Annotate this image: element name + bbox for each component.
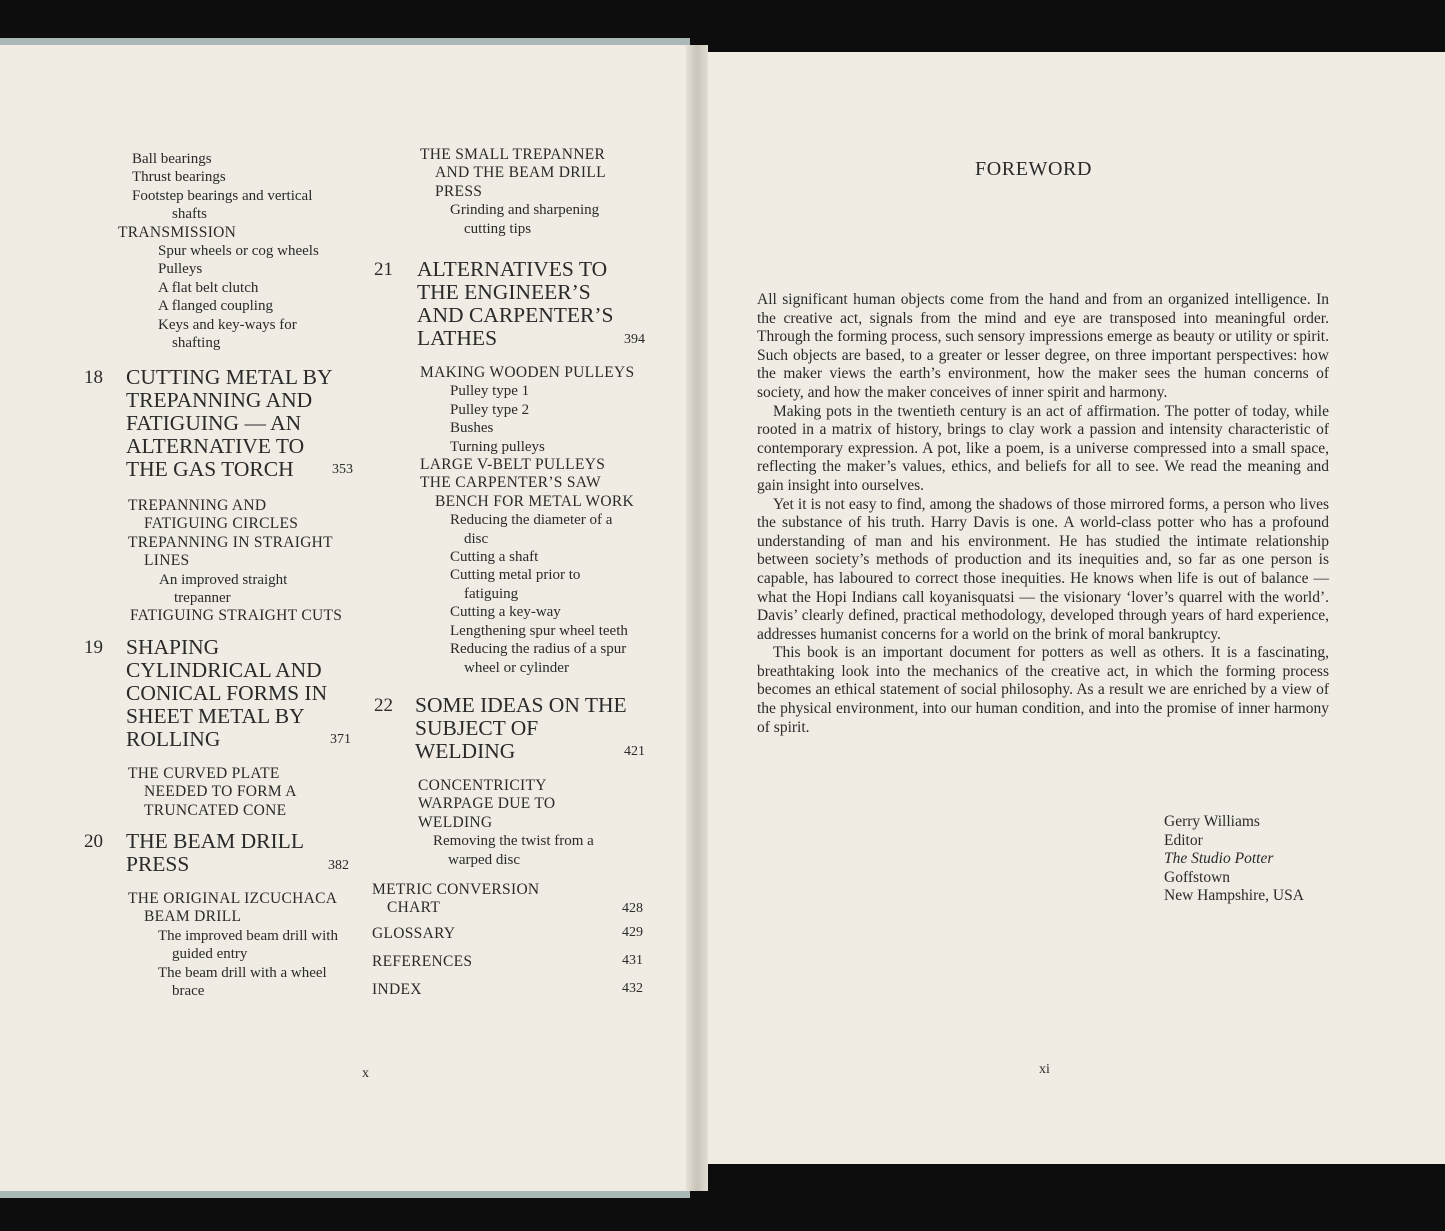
toc-item: warped disc	[448, 851, 521, 868]
toc-item: The improved beam drill with	[158, 927, 338, 944]
toc-item: Cutting a shaft	[450, 549, 539, 566]
chapter-title-line: CYLINDRICAL AND	[126, 658, 322, 682]
toc-item: GLOSSARY	[372, 925, 456, 942]
chapter-title-line: THE GAS TORCH	[126, 457, 294, 481]
chapter-title-line: TREPANNING AND	[126, 388, 313, 412]
toc-item: Bushes	[450, 420, 494, 437]
toc-item: shafts	[172, 206, 207, 223]
toc-item: FATIGUING CIRCLES	[144, 515, 299, 533]
book-gutter	[686, 45, 708, 1191]
chapter-number: 22	[374, 695, 393, 716]
toc-item: Keys and key-ways for	[158, 316, 297, 333]
chapter-title-line: FATIGUING — AN	[126, 411, 302, 435]
toc-item: The beam drill with a wheel	[158, 964, 327, 981]
toc-item: WARPAGE DUE TO	[418, 795, 556, 813]
toc-item: trepanner	[174, 590, 231, 607]
toc-item: Reducing the diameter of a	[450, 512, 613, 529]
signature-role: Editor	[1164, 831, 1203, 849]
toc-item: Pulley type 2	[450, 401, 530, 418]
chapter-title-line: ALTERNATIVE TO	[126, 434, 305, 458]
toc-item: CHART	[387, 899, 441, 917]
toc-item: LINES	[144, 552, 190, 570]
chapter-title-line: ROLLING	[126, 727, 221, 751]
toc-item: BENCH FOR METAL WORK	[435, 492, 634, 510]
paragraph: Making pots in the twentieth century is an act of affirmation. The potter of today, while rooted in a matrix of history, brings to clay work a passion and intensity characteristic of contemporary expression. A pot, like a poem, is a universe compressed into a small space, reflecting the maker’s values, ethics, and beliefs for all to see. We read the meaning and gain insight into ourselves.	[757, 402, 1329, 494]
toc-item: THE CARPENTER’S SAW	[420, 474, 601, 492]
toc-item: THE SMALL TREPANNER	[420, 146, 606, 163]
toc-item: Spur wheels or cog wheels	[158, 243, 319, 260]
page-folio-left: x	[362, 1066, 369, 1081]
toc-item: brace	[172, 983, 205, 1000]
toc-item: fatiguing	[464, 585, 519, 602]
toc-item: Pulley type 1	[450, 383, 530, 400]
toc-page-number: 431	[622, 953, 643, 968]
toc-item: Cutting metal prior to	[450, 567, 581, 584]
chapter-title-line: WELDING	[415, 739, 516, 763]
toc-item: BEAM DRILL	[144, 908, 242, 926]
toc-item: TREPANNING IN STRAIGHT	[128, 533, 333, 551]
toc-item: Removing the twist from a	[433, 833, 594, 850]
chapter-page-number: 394	[624, 332, 645, 347]
chapter-title-line: ALTERNATIVES TO	[417, 257, 608, 281]
signature-block	[1164, 813, 1304, 906]
toc-page-number: 428	[622, 901, 643, 916]
chapter-page-number: 353	[332, 462, 353, 477]
toc-page-number: 429	[622, 925, 643, 940]
toc-item: FATIGUING STRAIGHT CUTS	[130, 607, 343, 625]
toc-item: shafting	[172, 335, 221, 352]
chapter-page-number: 382	[328, 858, 349, 873]
toc-item: A flat belt clutch	[158, 279, 259, 296]
toc-item: INDEX	[372, 981, 422, 998]
toc-item: TREPANNING AND	[128, 497, 267, 514]
paragraph: Yet it is not easy to find, among the shadows of those mirrored forms, a person who lives the substance of his truth. Harry Davis is one. A world-class potter who has a profound understanding of man and his environment. He has studied the intimate relationship between society’s methods of production and its inequities and, so far as one person is capable, has laboured to correct those inequities. He knows when life is out of balance — what the Hopi Indians call koyanisquatsi — the visionary ‘lover’s quarrel with the world’. Davis’ clearly defined, practical methodology, developed through years of hard experience, addresses humanist concerns for a world on the brink of moral bankruptcy.	[757, 495, 1329, 643]
chapter-number: 20	[84, 831, 103, 852]
toc-item: Thrust bearings	[132, 169, 226, 186]
toc-column-1	[88, 150, 363, 352]
toc-chapter-20	[84, 830, 374, 1000]
signature-town: Goffstown	[1164, 868, 1231, 886]
toc-chapter-22	[374, 694, 664, 869]
page-title: FOREWORD	[975, 158, 1093, 180]
toc-item: THE ORIGINAL IZCUCHACA	[128, 890, 338, 907]
chapter-title-line: SOME IDEAS ON THE	[415, 693, 627, 717]
toc-item: disc	[464, 530, 489, 547]
chapter-title-line: SHEET METAL BY	[126, 704, 305, 728]
toc-item: Footstep bearings and vertical	[132, 187, 313, 204]
toc-item: PRESS	[435, 182, 483, 200]
chapter-number: 19	[84, 637, 103, 658]
toc-column-2	[420, 146, 660, 238]
toc-item: An improved straight	[159, 571, 288, 588]
toc-item: Cutting a key-way	[450, 604, 561, 621]
toc-item: Turning pulleys	[450, 438, 545, 455]
toc-item: Ball bearings	[132, 151, 212, 167]
paragraph: All significant human objects come from the hand and from an organized intelligence. In the creative act, signals from the mind and eye are transposed into meaningful order. Through the forming process, such sensory impressions emerge as beauty or utility or spirit. Such objects are based, to a greater or lesser degree, on three important perspectives: how the maker views the earth’s environment, how the maker sees the human concerns of society, and how the maker conceives of inner spirit and harmony.	[757, 291, 1329, 401]
toc-item: WELDING	[418, 813, 493, 831]
toc-item: Grinding and sharpening	[450, 202, 600, 219]
chapter-title-line: THE ENGINEER’S	[417, 280, 591, 304]
toc-back-matter	[372, 881, 662, 1009]
chapter-page-number: 421	[624, 744, 645, 759]
chapter-title-line: PRESS	[126, 852, 190, 876]
signature-publication: The Studio Potter	[1164, 850, 1274, 868]
chapter-title-line: CUTTING METAL BY	[126, 365, 333, 389]
chapter-title-line: SHAPING	[126, 635, 220, 659]
toc-page-number: 432	[622, 981, 643, 996]
toc-item: cutting tips	[464, 220, 532, 237]
toc-item: Lengthening spur wheel teeth	[450, 622, 628, 639]
toc-item: MAKING WOODEN PULLEYS	[420, 364, 635, 381]
chapter-title-line: AND CARPENTER’S	[417, 303, 614, 327]
toc-item: CONCENTRICITY	[418, 777, 547, 794]
chapter-page-number: 371	[330, 732, 351, 747]
chapter-title-line: SUBJECT OF	[415, 716, 539, 740]
toc-item: AND THE BEAM DRILL	[435, 164, 606, 182]
toc-item: TRUNCATED CONE	[144, 801, 287, 819]
chapter-number: 18	[84, 367, 103, 388]
toc-chapter-18	[84, 366, 374, 626]
toc-item: wheel or cylinder	[464, 659, 569, 676]
toc-item: Reducing the radius of a spur	[450, 641, 627, 658]
toc-item: LARGE V-BELT PULLEYS	[420, 456, 606, 474]
page-folio-right: xi	[1039, 1062, 1050, 1077]
toc-chapter-19	[84, 636, 374, 820]
chapter-number: 21	[374, 259, 393, 280]
toc-item: THE CURVED PLATE	[128, 765, 280, 782]
toc-item: guided entry	[172, 946, 248, 963]
toc-chapter-21	[374, 258, 664, 677]
toc-item: METRIC CONVERSION	[372, 881, 540, 898]
toc-item: REFERENCES	[372, 953, 473, 970]
toc-item: NEEDED TO FORM A	[144, 783, 297, 801]
signature-name: Gerry Williams	[1164, 813, 1260, 830]
chapter-title-line: CONICAL FORMS IN	[126, 681, 328, 705]
toc-item: Pulleys	[158, 261, 203, 278]
chapter-title-line: LATHES	[417, 326, 498, 350]
signature-region: New Hampshire, USA	[1164, 887, 1304, 905]
toc-item: A flanged coupling	[158, 298, 273, 315]
foreword-body	[757, 291, 1329, 737]
toc-item: TRANSMISSION	[118, 223, 237, 241]
chapter-title-line: THE BEAM DRILL	[126, 829, 304, 853]
paragraph: This book is an important document for potters as well as others. It is a fascinating, breathtaking look into the mechanics of the creative act, in which the forming process becomes an ethical statement of social philosophy. As a result we are enriched by a view of the physical environment, into our human condition, and into the promise of inner harmony of spirit.	[757, 644, 1329, 736]
